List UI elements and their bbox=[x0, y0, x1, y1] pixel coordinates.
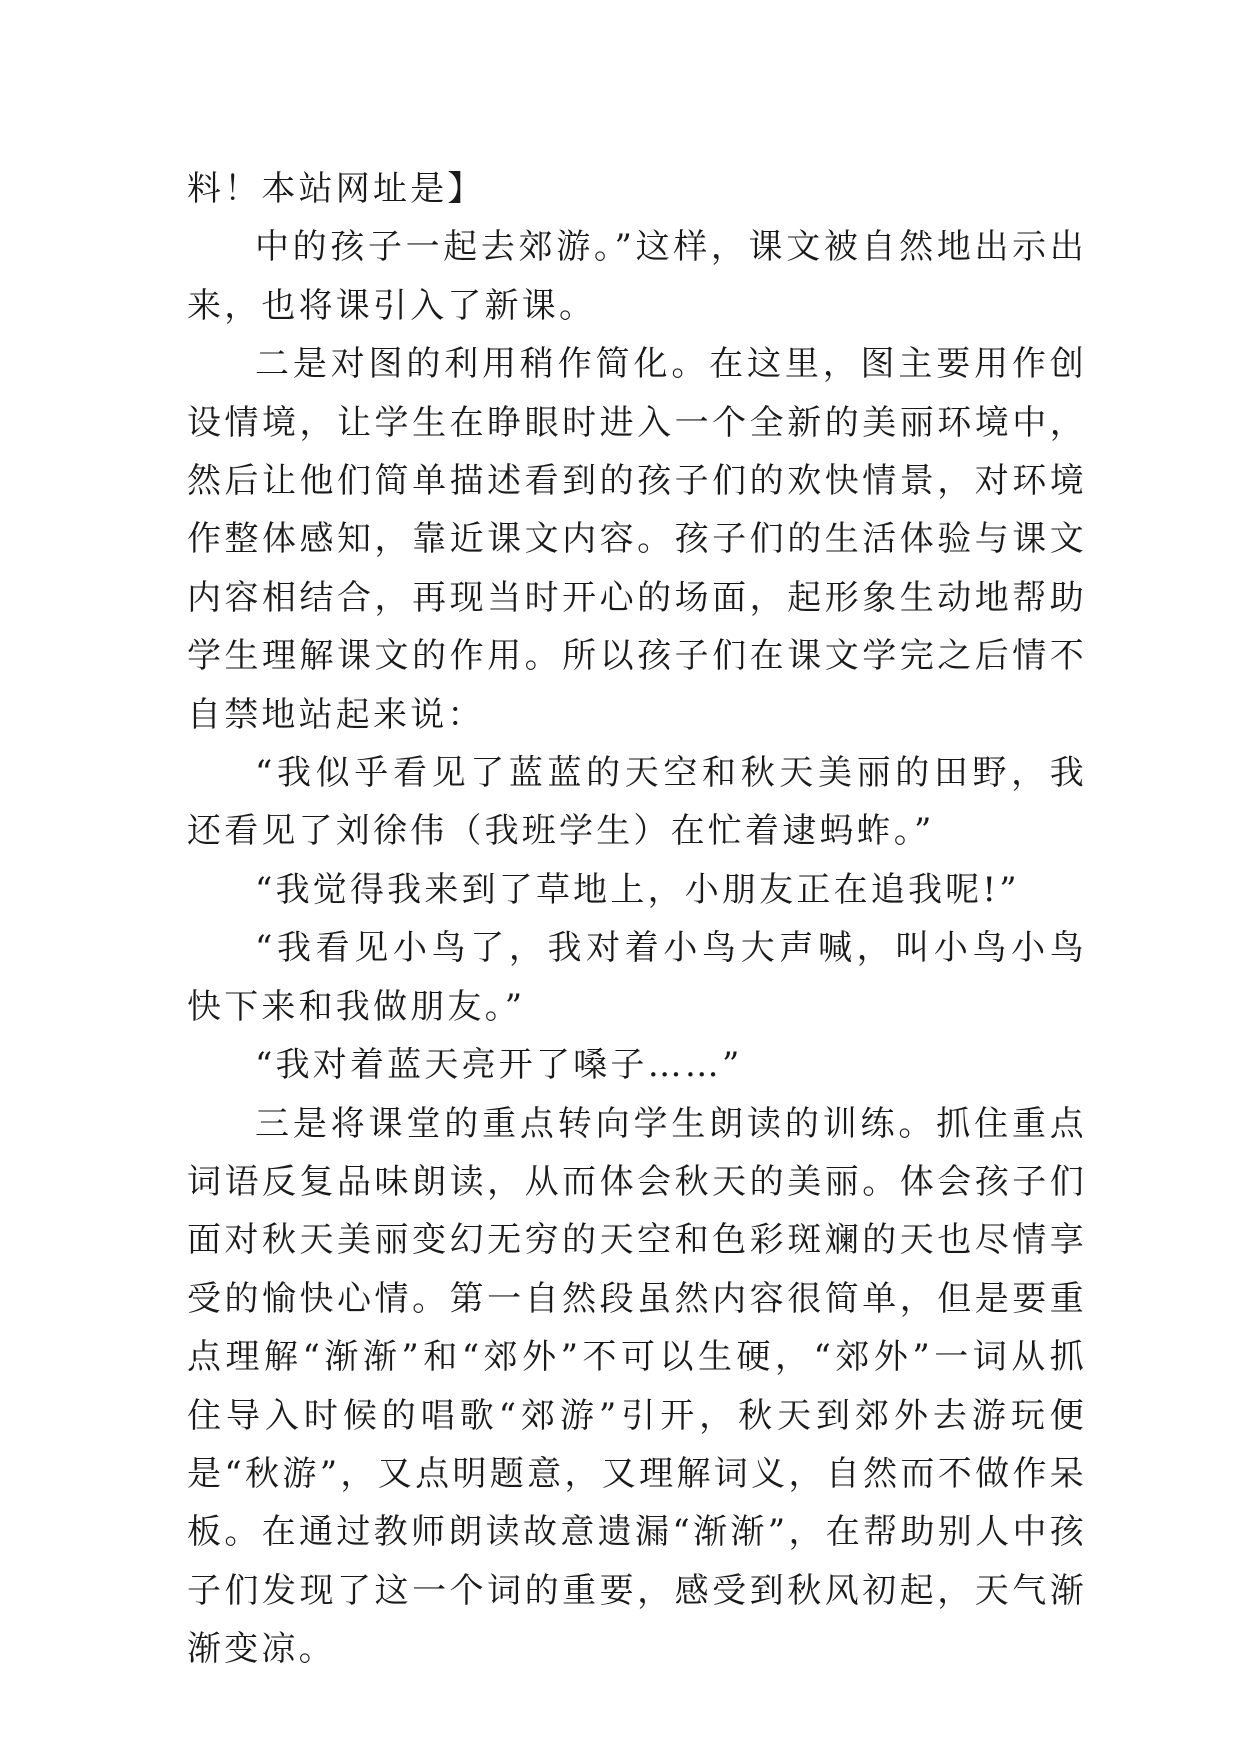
paragraph-quote-grassland: “我觉得我来到了草地上，小朋友正在追我呢!” bbox=[255, 869, 1020, 910]
paragraph-picture-usage: 二是对图的利用稍作简化。在这里，图主要用作创设情境，让学生在睁眼时进入一个全新的美丽环境中，然后让他们简单描述看到的孩子们的欢快情景，对环境作整体感知，靠近课文内容。孩子们的生活体验与课文内容相结合，再现当时开心的场面，起形象生动地帮助学生理解课文的作用。所以孩子们在课文学完之后情不自禁地站起来说： bbox=[187, 344, 1087, 735]
document-body bbox=[187, 160, 1087, 1679]
paragraph-intro-new-lesson: 中的孩子一起去郊游。”这样，课文被自然地出示出来，也将课引入了新课。 bbox=[187, 227, 1087, 326]
paragraph-site-note: 料！本站网址是】 bbox=[187, 169, 485, 209]
paragraph-reading-training: 三是将课堂的重点转向学生朗读的训练。抓住重点词语反复品味朗读，从而体会秋天的美丽。体会孩子们面对秋天美丽变幻无穷的天空和色彩斑斓的天也尽情享受的愉快心情。第一自然段虽然内容很简单，但是要重点理解“渐渐”和“郊外”不可以生硬，“郊外”一词从抓住导入时候的唱歌“郊游”引开，秋天到郊外去游玩便是“秋游”，又点明题意，又理解词义，自然而不做作呆板。在通过教师朗读故意遗漏“渐渐”，在帮助别人中孩子们发现了这一个词的重要，感受到秋风初起，天气渐渐变凉。 bbox=[187, 1103, 1087, 1670]
paragraph-quote-singing: “我对着蓝天亮开了嗓子……” bbox=[255, 1045, 743, 1086]
paragraph-quote-little-bird: “我看见小鸟了，我对着小鸟大声喊，叫小鸟小鸟快下来和我做朋友。” bbox=[187, 928, 1087, 1027]
paragraph-quote-blue-sky: “我似乎看见了蓝蓝的天空和秋天美丽的田野，我还看见了刘徐伟（我班学生）在忙着逮蚂蚱。” bbox=[187, 753, 1087, 852]
